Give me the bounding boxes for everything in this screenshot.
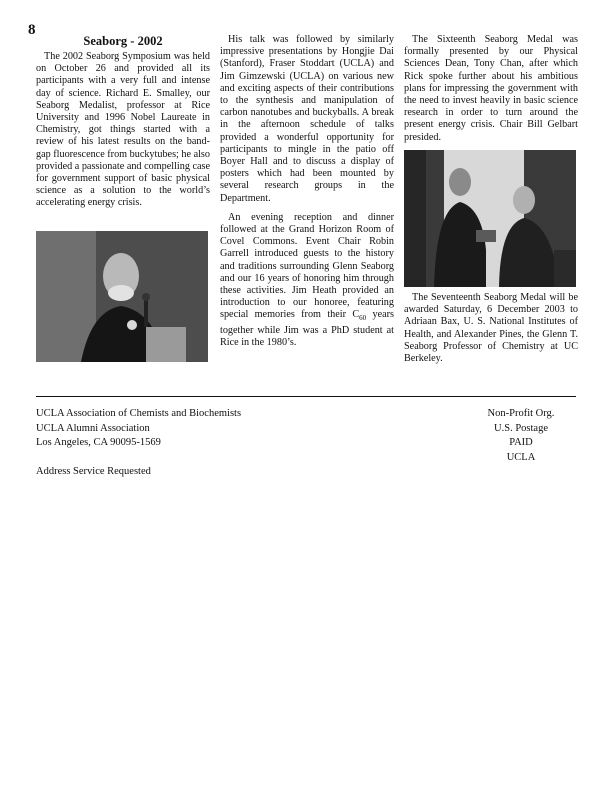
return-address-line: UCLA Association of Chemists and Biochemists [36,408,242,419]
speaker-photo [36,231,208,362]
indicia-line: Non-Profit Org. [487,408,555,419]
indicia-line: U.S. Postage [494,422,548,434]
article-column-2 [220,34,394,356]
article-paragraph: The Seventeenth Seaborg Medal will be awarded Saturday, 6 December 2003 to Adriaan Bax, U. S. National Institutes of Health, and Alexander Pines, the Glenn T. Seaborg Professor of Chemistry at UC Berkeley. [404,292,578,365]
subscript-text: 60 [359,314,367,323]
postage-indicia [466,407,576,465]
indicia-line: UCLA [506,451,536,463]
page-number: 8 [28,22,36,38]
article-paragraph: An evening reception and dinner followed at the Grand Horizon Room of Covel Commons. Event Chair Robin Garrell introduced guests to the history and traditions surrounding Glenn Seaborg and our 16 years of honoring him through these activities. Jim Heath provided an introduction to our honoree, featuring special memories from their $C_{60}$ years together while Jim was a PhD student at Rice in the 1980’s. [220,211,394,348]
return-address-line: Los Angeles, CA 90095-1569 [36,437,161,449]
return-address [36,407,336,480]
address-service-notice: Address Service Requested [36,466,151,478]
return-address-line: UCLA Alumni Association [36,422,150,434]
section-divider [36,396,576,397]
article-column-3 [404,34,578,151]
article-paragraph: His talk was followed by similarly impressive presentations by Hongjie Dai (Stanford), Fraser Stoddart (UCLA) and Jim Gimzewski (UCLA) on various new and exciting aspects of their contributions to the synthesis and manipulation of carbon nanotubes and buckyballs. A break in the afternoon schedule of talks provided a wonderful opportunity for participants to mingle in the patio off Boyer Hall and to discuss a display of posters which had been mounted by several research groups in the Department. [220,34,394,204]
medal-presentation-photo-image [404,150,576,287]
article-paragraph: The 2002 Seaborg Symposium was held on October 26 and provided all its participants with a very full and intense day of science. Richard E. Smalley, our Seaborg Medalist, professor at Rice University and 1996 Nobel Laureate in Chemistry, got things started with a review of his latest results on the band-gap fluorescence from buckytubes; he also provided a passionate and compelling case for government support of basic physical science as a solution to the world’s accelerating energy crisis. [36,51,210,209]
article-column-3-continued [404,292,578,372]
medal-presentation-photo [404,150,576,287]
article-column-1 [36,34,210,217]
speaker-photo-image [36,231,208,362]
indicia-line: PAID [509,437,533,449]
article-title: Seaborg - 2002 [83,34,163,48]
article-paragraph: The Sixteenth Seaborg Medal was formally presented by our Physical Sciences Dean, Tony Chan, after which Rick spoke further about his ambitious plans for impressing the government with the need to invest heavily in basic science research in order to turn around the present energy crisis. Chair Bill Gelbart presided. [404,34,578,143]
